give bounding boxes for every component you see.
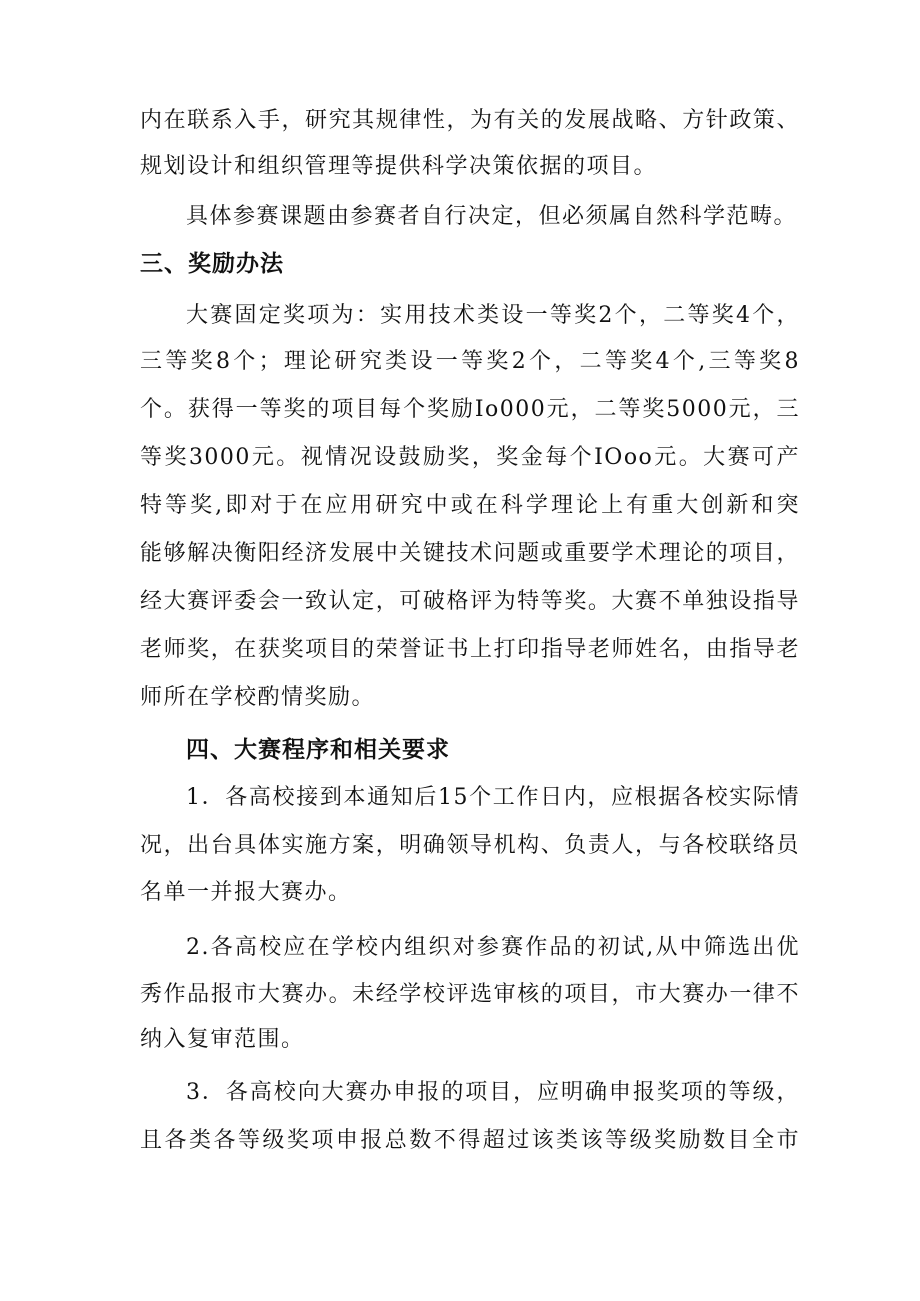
text-line: 1．各高校接到本通知后15个工作日内，应根据各校实际情 [186, 785, 800, 810]
text-line: 名单一并报大赛办。 [140, 880, 352, 905]
text-line: 师所在学校酌情奖励。 [140, 685, 376, 710]
text-line: 3．各高校向大赛办申报的项目，应明确申报奖项的等级， [186, 1080, 800, 1105]
section-heading: 四、大赛程序和相关要求 [186, 737, 450, 763]
text-line: 老师奖，在获奖项目的荣誉证书上打印指导老师姓名，由指导老 [140, 637, 800, 662]
text-line: 纳入复审范围。 [140, 1027, 305, 1052]
text-line: 具体参赛课题由参赛者自行决定，但必须属自然科学范畴。 [186, 204, 798, 229]
text-line: 况，出台具体实施方案，明确领导机构、负责人，与各校联络员 [140, 833, 800, 858]
text-line: 能够解决衡阳经济发展中关键技术问题或重要学术理论的项目， [140, 541, 800, 566]
text-line: 2.各高校应在学校内组织对参赛作品的初试,从中筛选出优 [186, 935, 800, 960]
text-line: 等奖3000元。视情况设鼓励奖，奖金每个IOoo元。大赛可产 [140, 445, 800, 470]
text-line: 经大赛评委会一致认定，可破格评为特等奖。大赛不单独设指导 [140, 589, 800, 614]
text-line: 规划设计和组织管理等提供科学决策依据的项目。 [140, 154, 658, 179]
text-line: 三等奖8个；理论研究类设一等奖2个，二等奖4个,三等奖8 [140, 349, 800, 374]
text-line: 且各类各等级奖项申报总数不得超过该类该等级奖励数目全市 [140, 1128, 800, 1153]
text-line: 内在联系入手，研究其规律性，为有关的发展战略、方针政策、 [140, 108, 800, 133]
text-line: 特等奖,即对于在应用研究中或在科学理论上有重大创新和突 [140, 493, 800, 518]
section-heading: 三、奖励办法 [140, 251, 284, 277]
text-line: 个。获得一等奖的项目每个奖励Io000元，二等奖5000元，三 [140, 397, 800, 422]
text-line: 秀作品报市大赛办。未经学校评选审核的项目，市大赛办一律不 [140, 982, 800, 1007]
text-line: 大赛固定奖项为：实用技术类设一等奖2个，二等奖4个， [186, 303, 800, 328]
